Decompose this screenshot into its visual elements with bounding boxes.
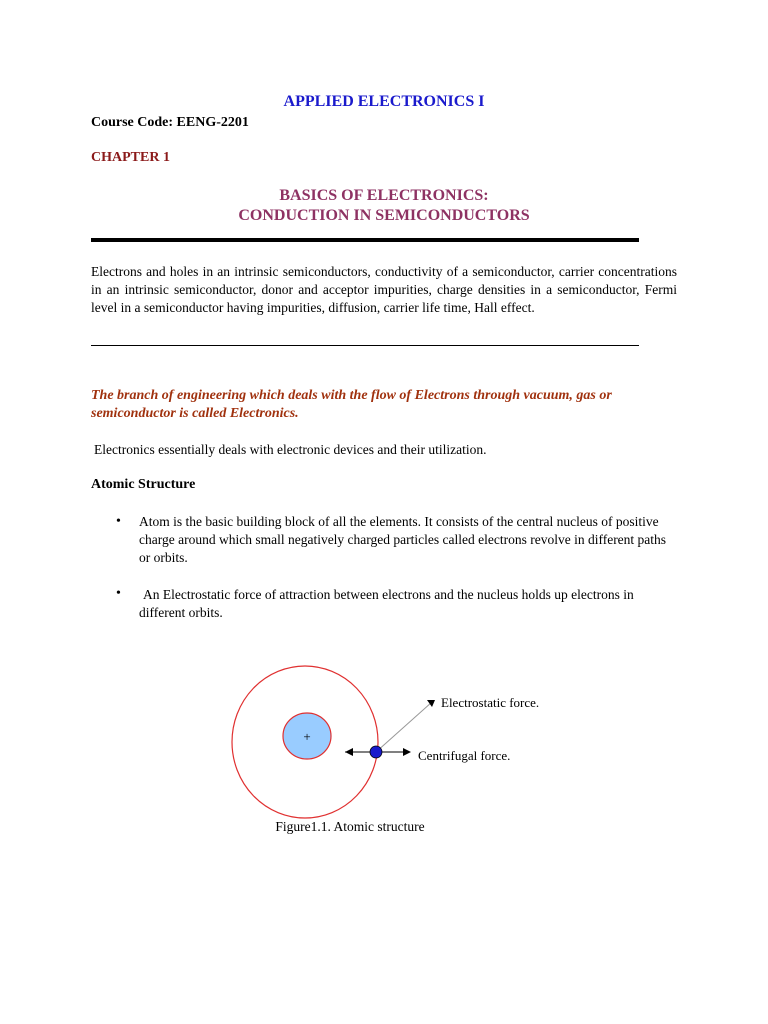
chapter-title-line1: BASICS OF ELECTRONICS:: [279, 187, 489, 204]
course-code: Course Code: EENG-2201: [91, 115, 249, 130]
chapter-heading: CHAPTER 1: [91, 150, 170, 165]
bullet-marker: •: [116, 586, 121, 601]
centrifugal-left-arrowhead: [345, 748, 353, 756]
electron: [370, 746, 382, 758]
bullet-item: Atom is the basic building block of all the elements. It consists of the central nucleus of positive charge around which small negatively charged particles called electrons revolve in different paths or orbits.: [139, 514, 667, 565]
chapter-summary: Electrons and holes in an intrinsic semiconductors, conductivity of a semiconductor, carrier concentrations in an intrinsic semiconductor, donor and acceptor impurities, charge densities in a semiconductor, Fermi level in a semiconductor having impurities, diffusion, carrier life time, Hall effect.: [91, 264, 677, 315]
centrifugal-force-label: Centrifugal force.: [418, 748, 511, 763]
electrostatic-force-line: [376, 702, 432, 752]
bullet-item: An Electrostatic force of attraction between electrons and the nucleus holds up electrons in different orbits.: [139, 587, 634, 620]
document-title: APPLIED ELECTRONICS I: [283, 93, 485, 110]
chapter-title-line2: CONDUCTION IN SEMICONDUCTORS: [238, 207, 530, 224]
figure-caption: Figure1.1. Atomic structure: [275, 819, 425, 834]
electronics-definition: The branch of engineering which deals with the flow of Electrons through vacuum, gas or semiconductor is called Electronics.: [91, 388, 612, 421]
section-heading: Atomic Structure: [91, 477, 196, 492]
nucleus-plus-sign: +: [303, 729, 311, 744]
bullet-marker: •: [116, 514, 121, 529]
electronics-statement: Electronics essentially deals with electronic devices and their utilization.: [94, 442, 487, 457]
electrostatic-force-label: Electrostatic force.: [441, 695, 540, 710]
